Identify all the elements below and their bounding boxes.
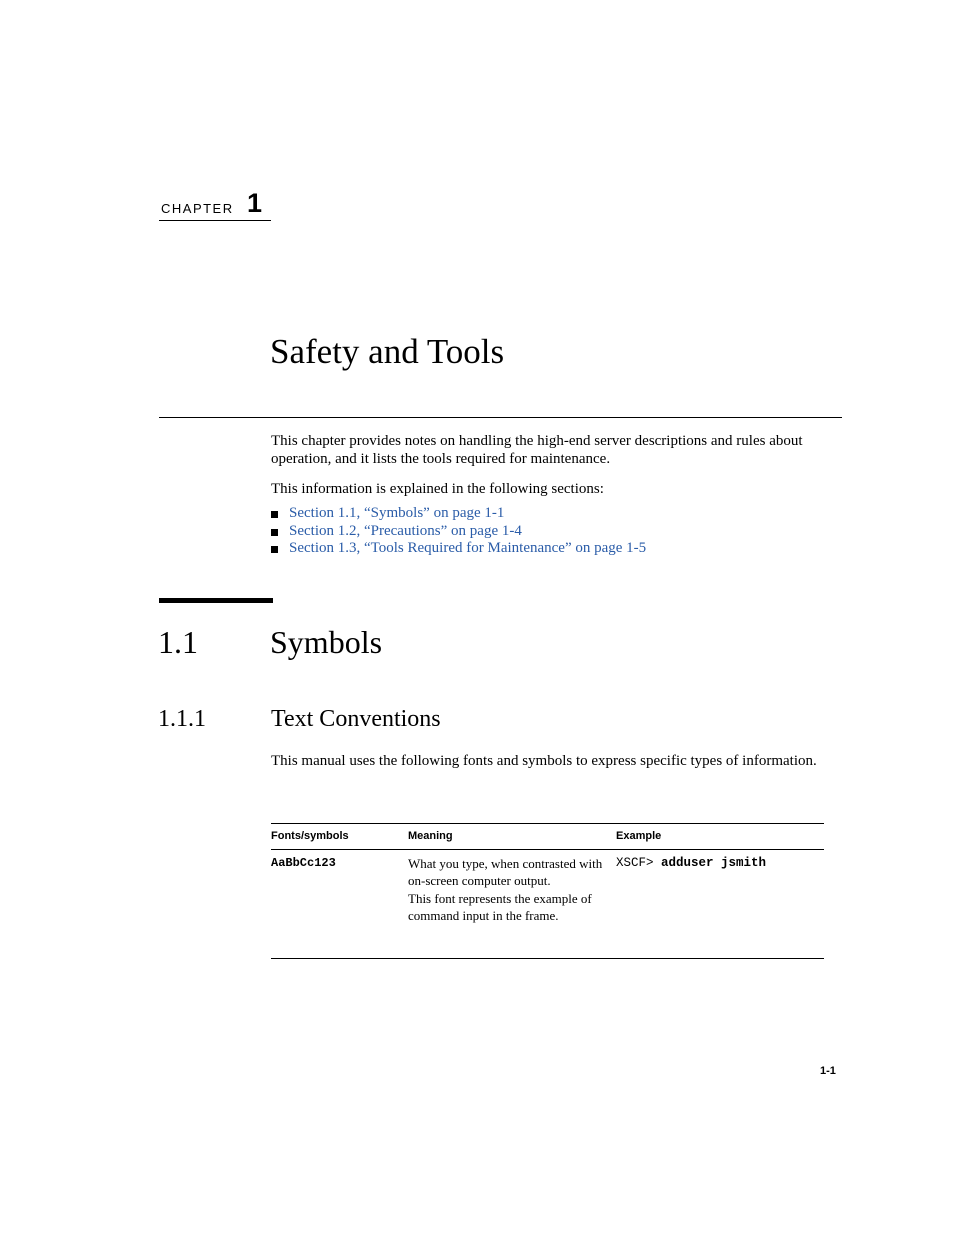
square-bullet-icon: [271, 511, 278, 518]
font-symbol-cell: AaBbCc123: [271, 856, 336, 870]
example-command: adduser jsmith: [661, 856, 767, 870]
header-example: Example: [616, 830, 662, 842]
meaning-line-2: This font represents the example of command input in the frame.: [408, 891, 592, 923]
link-section-1-1[interactable]: Section 1.1, “Symbols” on page 1-1: [289, 505, 505, 521]
header-fonts-symbols: Fonts/symbols: [271, 830, 349, 842]
table-row: [271, 850, 824, 958]
example-cell: [616, 856, 766, 870]
conventions-table: [271, 823, 824, 959]
table-header-row: [271, 824, 824, 850]
section-title: Symbols: [270, 624, 383, 660]
example-prompt: XSCF>: [616, 856, 654, 870]
chapter-title: Safety and Tools: [270, 332, 505, 371]
chapter-number: 1: [247, 188, 263, 218]
chapter-label: [159, 190, 271, 221]
link-section-1-2[interactable]: Section 1.2, “Precautions” on page 1-4: [289, 522, 522, 539]
page-number: 1-1: [820, 1065, 836, 1077]
section-bar: [159, 598, 273, 603]
chapter-word: CHAPTER: [161, 201, 234, 216]
square-bullet-icon: [271, 546, 278, 553]
square-bullet-icon: [271, 529, 278, 536]
title-divider: [159, 417, 842, 418]
link-section-1-3[interactable]: Section 1.3, “Tools Required for Maintenance” on page 1-5: [289, 540, 647, 556]
subsection-title: Text Conventions: [271, 706, 441, 732]
subsection-paragraph: This manual uses the following fonts and symbols to express specific types of information.: [271, 753, 817, 769]
meaning-cell: [408, 856, 603, 924]
header-meaning: Meaning: [408, 830, 453, 842]
section-number: 1.1: [158, 624, 198, 660]
meaning-line-1: What you type, when contrasted with on-screen computer output.: [408, 856, 603, 888]
sections-lead-in: This information is explained in the following sections:: [271, 481, 604, 497]
intro-paragraph: This chapter provides notes on handling the high-end server descriptions and rules about operation, and it lists the tools required for maintenance.: [271, 433, 803, 467]
subsection-number: 1.1.1: [158, 706, 206, 732]
